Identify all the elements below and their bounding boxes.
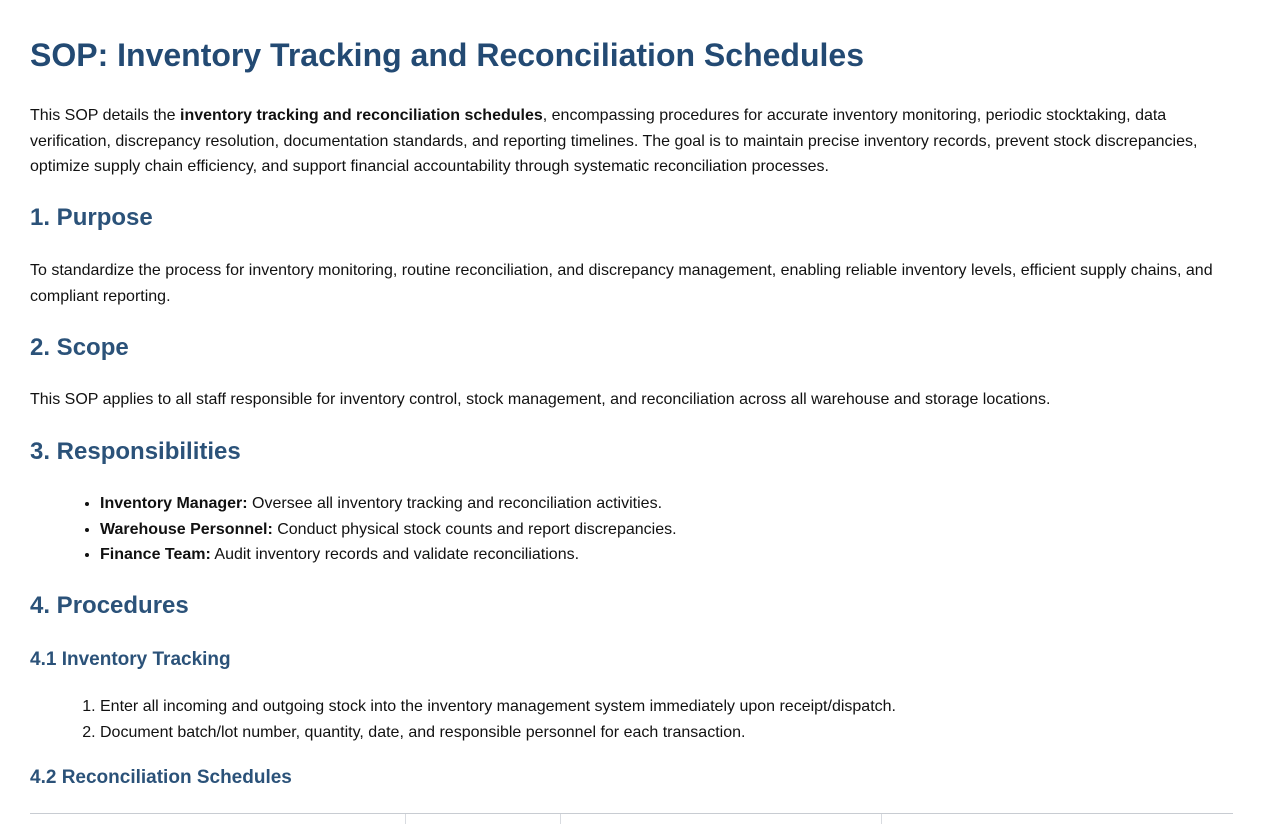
role-description: Oversee all inventory tracking and reconciliation activities. [247, 495, 663, 512]
intro-suffix: , encompassing procedures for accurate inventory monitoring, periodic stocktaking, data verification, discrepancy resolution, documentation standards, and reporting timelines. The goal is to maintain precise inventory records, prevent stock discrepancies, optimize supply chain efficiency, and support financial accountability through systematic reconciliation processes. [30, 107, 1198, 175]
list-item [100, 491, 677, 517]
list-item: 2. Document batch/lot number, quantity, date, and responsible personnel for each transaction. [100, 720, 896, 746]
tracking-subheading: 4.1 Inventory Tracking [30, 649, 231, 670]
role-label: Inventory Manager: [100, 495, 248, 512]
role-description: Conduct physical stock counts and report discrepancies. [272, 520, 677, 538]
responsibilities-list [30, 491, 677, 568]
role-description: Audit inventory records and validate reconciliations. [210, 546, 580, 563]
purpose-text: To standardize the process for inventory monitoring, routine reconciliation, and discrepancy management, enabling reliable inventory levels, efficient supply chains, and compliant reporting. [30, 262, 1213, 305]
schedules-subheading: 4.2 Reconciliation Schedules [30, 767, 292, 788]
schedule-table-top-edge [30, 813, 1233, 824]
scope-heading: 2. Scope [30, 334, 129, 361]
list-item [100, 542, 677, 568]
scope-text: This SOP applies to all staff responsible for inventory control, stock management, and reconciliation across all warehouse and storage locations. [30, 391, 1051, 408]
procedures-heading: 4. Procedures [30, 592, 189, 619]
role-label: Warehouse Personnel: [100, 520, 273, 538]
tracking-steps-list [30, 694, 896, 745]
list-item: 1. Enter all incoming and outgoing stock into the inventory management system immediately upon receipt/dispatch. [100, 694, 896, 720]
intro-prefix: This SOP details the [30, 107, 180, 124]
intro-bold-phrase: inventory tracking and reconciliation schedules [180, 107, 543, 124]
role-label: Finance Team: [100, 546, 211, 563]
list-item [100, 517, 677, 543]
purpose-heading: 1. Purpose [30, 204, 153, 231]
page-title: SOP: Inventory Tracking and Reconciliation Schedules [30, 37, 864, 73]
intro-paragraph [30, 103, 1225, 180]
responsibilities-heading: 3. Responsibilities [30, 438, 241, 465]
